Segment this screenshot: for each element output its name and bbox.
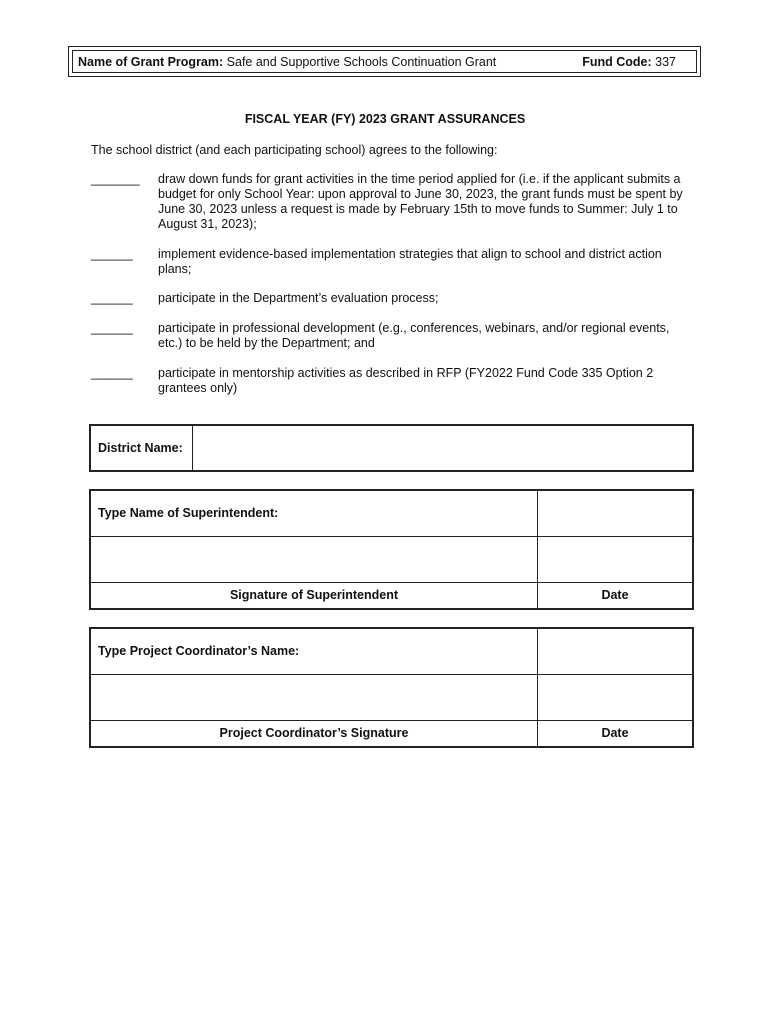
district-table <box>89 424 694 472</box>
coordinator-date-field[interactable] <box>538 674 694 720</box>
initial-blank[interactable]: ______ <box>91 291 133 305</box>
superintendent-date-field[interactable] <box>538 536 694 582</box>
district-name-label: District Name: <box>90 425 193 471</box>
initial-blank[interactable]: ______ <box>91 366 133 380</box>
superintendent-signature-label: Signature of Superintendent <box>90 582 538 609</box>
superintendent-table <box>89 489 694 610</box>
assurance-item <box>91 321 691 351</box>
initial-blank[interactable]: _______ <box>91 172 140 186</box>
assurance-item <box>91 291 691 306</box>
coordinator-date-label: Date <box>538 720 694 747</box>
district-name-field[interactable] <box>193 425 694 471</box>
coordinator-signature-label: Project Coordinator’s Signature <box>90 720 538 747</box>
fund-value: 337 <box>655 54 676 69</box>
coordinator-signature-field[interactable] <box>90 674 538 720</box>
assurance-text: participate in the Department’s evaluation process; <box>158 291 439 305</box>
coordinator-table <box>89 627 694 748</box>
superintendent-name-field[interactable] <box>538 490 694 536</box>
grant-header-box <box>68 46 701 77</box>
coordinator-name-label: Type Project Coordinator’s Name: <box>90 628 538 674</box>
page-title: FISCAL YEAR (FY) 2023 GRANT ASSURANCES <box>244 112 526 126</box>
assurance-text: implement evidence-based implementation strategies that align to school and district action plans; <box>158 247 662 276</box>
assurance-item <box>91 366 691 396</box>
grant-header-inner <box>72 50 697 73</box>
initial-blank[interactable]: ______ <box>91 321 133 335</box>
assurance-item <box>91 172 691 232</box>
superintendent-signature-field[interactable] <box>90 536 538 582</box>
assurance-text: participate in professional development (e.g., conferences, webinars, and/or regional events, etc.) to be held by the Department; and <box>158 321 670 350</box>
fund-line <box>582 55 676 69</box>
initial-blank[interactable]: ______ <box>91 247 133 261</box>
intro-text: The school district (and each participating school) agrees to the following: <box>91 143 498 157</box>
assurance-text: participate in mentorship activities as described in RFP (FY2022 Fund Code 335 Option 2 grantees only) <box>158 366 654 395</box>
program-label: Name of Grant Program: <box>78 54 224 69</box>
assurance-text: draw down funds for grant activities in the time period applied for (i.e. if the applicant submits a budget for only School Year: upon approval to June 30, 2023, the grant funds must be spent by June 30, 2023 unless a request is made by February 15th to move funds to Summer: July 1 to August 31, 2023); <box>158 172 683 231</box>
program-line <box>78 55 496 69</box>
coordinator-name-field[interactable] <box>538 628 694 674</box>
superintendent-date-label: Date <box>538 582 694 609</box>
superintendent-name-label: Type Name of Superintendent: <box>90 490 538 536</box>
assurance-item <box>91 247 691 277</box>
fund-label: Fund Code: <box>582 54 652 69</box>
program-value: Safe and Supportive Schools Continuation Grant <box>226 54 497 69</box>
